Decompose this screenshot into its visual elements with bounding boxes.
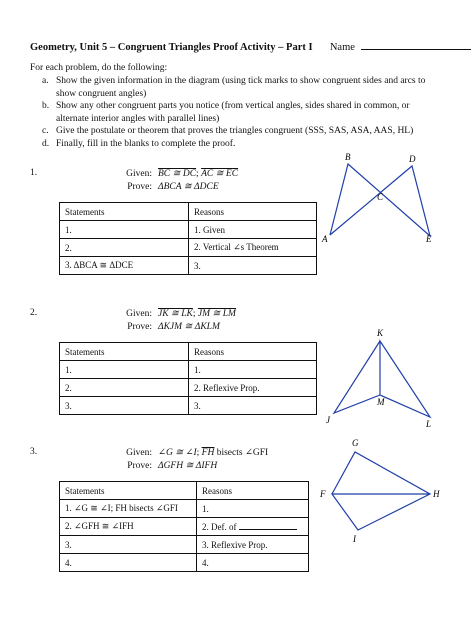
reason-cell[interactable]: 1. Given bbox=[189, 221, 317, 239]
point-label-M: M bbox=[377, 397, 385, 407]
table-row[interactable] bbox=[60, 379, 317, 397]
statements-header: Statements bbox=[60, 343, 189, 361]
statement-cell[interactable]: 3. bbox=[60, 397, 189, 415]
statement-cell[interactable]: 4. bbox=[60, 554, 197, 572]
instructions-intro: For each problem, do the following: bbox=[30, 63, 168, 73]
table-header-row bbox=[60, 482, 309, 500]
reason-cell[interactable]: 2. Def. of bbox=[197, 518, 309, 536]
problem-3-number: 3. bbox=[30, 447, 38, 457]
instruction-item-b: b. Show any other congruent parts you notice (from vertical angles, sides shared in common, or alternate interior angles with parallel lines) bbox=[42, 101, 410, 124]
title-text: Geometry, Unit 5 – Congruent Triangles Proof Activity – Part I bbox=[30, 42, 313, 53]
given-3a: ∠G ≅ ∠I bbox=[158, 448, 197, 458]
table-row[interactable] bbox=[60, 221, 317, 239]
given-2b: JM ≅ LM bbox=[197, 309, 236, 319]
table-row[interactable] bbox=[60, 500, 309, 518]
problem-2-number: 2. bbox=[30, 308, 38, 318]
point-label-F: F bbox=[320, 489, 326, 499]
table-row[interactable] bbox=[60, 239, 317, 257]
reason-cell[interactable]: 4. bbox=[197, 554, 309, 572]
proof-table-2 bbox=[59, 342, 317, 415]
reasons-header: Reasons bbox=[189, 203, 317, 221]
statement-cell[interactable]: 1. bbox=[60, 221, 189, 239]
point-label-J: J bbox=[326, 415, 330, 425]
point-label-G: G bbox=[352, 438, 359, 448]
point-label-H: H bbox=[433, 489, 440, 499]
statements-header: Statements bbox=[60, 203, 189, 221]
reason-cell[interactable]: 1. bbox=[189, 361, 317, 379]
table-row[interactable] bbox=[60, 518, 309, 536]
table-row[interactable] bbox=[60, 536, 309, 554]
point-label-D: D bbox=[409, 154, 416, 164]
problem-2-given-prove: Given: JK ≅ LK; JM ≅ LM Prove: ΔKJM ≅ ΔKLM bbox=[126, 309, 236, 332]
statement-cell[interactable]: 3. ΔBCA ≅ ΔDCE bbox=[60, 257, 189, 275]
diagram-3-lines bbox=[332, 452, 430, 530]
table-row[interactable] bbox=[60, 257, 317, 275]
reason-cell[interactable]: 3. Reflexive Prop. bbox=[197, 536, 309, 554]
given-1b: AC ≅ EC bbox=[201, 169, 239, 179]
point-label-E: E bbox=[426, 234, 432, 244]
reason-cell[interactable]: 3. bbox=[189, 397, 317, 415]
point-label-A: A bbox=[322, 234, 328, 244]
statement-cell[interactable]: 1. bbox=[60, 361, 189, 379]
reason-cell[interactable]: 2. Reflexive Prop. bbox=[189, 379, 317, 397]
statement-cell[interactable]: 2. bbox=[60, 239, 189, 257]
proof-table-3 bbox=[59, 481, 309, 572]
problem-3-given-prove: Given: ∠G ≅ ∠I; $\overline{FH}$ bisects ∠GFI Prove: ΔGFH ≅ ΔIFH bbox=[126, 448, 269, 471]
def-blank-field[interactable] bbox=[239, 521, 297, 530]
prove-3: ΔGFH ≅ ΔIFH bbox=[158, 460, 218, 471]
instruction-item-d: d. Finally, fill in the blanks to complete the proof. bbox=[42, 138, 236, 149]
reason-cell[interactable]: 1. bbox=[197, 500, 309, 518]
diagram-3-quadrilateral bbox=[318, 436, 443, 546]
statement-cell[interactable]: 2. ∠GFH ≅ ∠IFH bbox=[60, 518, 197, 536]
table-row[interactable] bbox=[60, 554, 309, 572]
reason-cell[interactable]: 3. bbox=[189, 257, 317, 275]
prove-1: ΔBCA ≅ ΔDCE bbox=[158, 181, 219, 192]
table-row[interactable] bbox=[60, 361, 317, 379]
reasons-header: Reasons bbox=[197, 482, 309, 500]
point-label-B: B bbox=[345, 152, 351, 162]
reasons-header: Reasons bbox=[189, 343, 317, 361]
name-field[interactable] bbox=[361, 40, 471, 50]
proof-table-1 bbox=[59, 202, 317, 275]
given-3b-segment: $\overline{FH}$ bbox=[201, 448, 215, 458]
given-2a: JK ≅ LK bbox=[158, 309, 193, 319]
point-label-K: K bbox=[377, 328, 384, 338]
point-label-C: C bbox=[377, 192, 384, 202]
statement-cell[interactable]: 3. bbox=[60, 536, 197, 554]
name-label: Name bbox=[329, 42, 355, 53]
instructions-list bbox=[42, 75, 442, 151]
given-1a: BC ≅ DC bbox=[158, 169, 197, 179]
reason-cell[interactable]: 2. Vertical ∠s Theorem bbox=[189, 239, 317, 257]
given-3b-rest: bisects ∠GFI bbox=[214, 448, 269, 458]
diagram-1-bowtie bbox=[320, 150, 440, 250]
instruction-item-a: a. Show the given information in the diagram (using tick marks to show congruent sides and arcs to show congruent angles) bbox=[42, 76, 426, 99]
problem-1-number: 1. bbox=[30, 168, 38, 178]
problem-1-given-prove: Given: BC ≅ DC; AC ≅ EC Prove: ΔBCA ≅ ΔDCE bbox=[126, 169, 239, 192]
table-header-row bbox=[60, 203, 317, 221]
table-row[interactable] bbox=[60, 397, 317, 415]
table-header-row bbox=[60, 343, 317, 361]
worksheet-title bbox=[30, 40, 471, 53]
point-label-I: I bbox=[353, 534, 356, 544]
statements-header: Statements bbox=[60, 482, 197, 500]
diagram-2-kite bbox=[322, 325, 442, 435]
prove-2: ΔKJM ≅ ΔKLM bbox=[158, 321, 220, 332]
statement-cell[interactable]: 1. ∠G ≅ ∠I; FH bisects ∠GFI bbox=[60, 500, 197, 518]
point-label-L: L bbox=[426, 419, 432, 429]
statement-cell[interactable]: 2. bbox=[60, 379, 189, 397]
instruction-item-c: c. Give the postulate or theorem that proves the triangles congruent (SSS, SAS, ASA, AAS, HL) bbox=[42, 126, 414, 137]
